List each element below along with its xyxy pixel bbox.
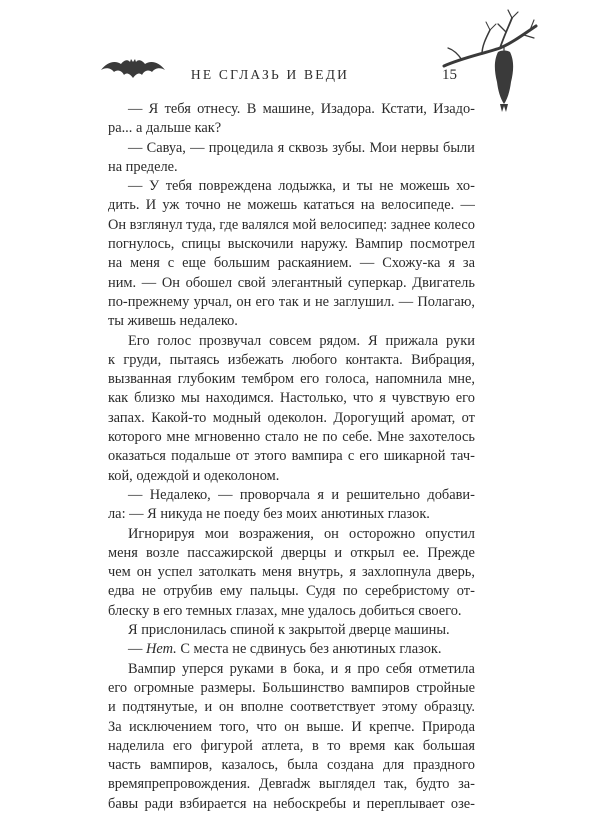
- text-line: на меня с еще большим раскаянием. — Схожу-ка я за: [108, 255, 475, 272]
- text-line: блеску в его темных глазах, мне удалось добиться своего.: [108, 602, 462, 619]
- text-line: За исключением того, что он выше. И крепче. Природа: [108, 718, 475, 735]
- running-title: НЕ СГЛАЗЬ И ВЕДИ: [190, 67, 350, 82]
- text-line: — Я тебя отнесу. В машине, Изадора. Кстати, Изадо-: [128, 101, 475, 117]
- text-line: бавы ради взбирается на небоскребы и переплывает озе-: [108, 795, 475, 812]
- page-number: 15: [442, 67, 457, 83]
- text-line: запах. Какой-то модный одеколон. Дорогущий аромат, от: [108, 409, 475, 426]
- text-line: по-прежнему урчал, он его так и не заглушил. — Полагаю,: [108, 293, 475, 310]
- text-line: чем он успел затолкать меня внутрь, я захлопнула дверь,: [108, 564, 475, 581]
- text-line: Его голос прозвучал совсем рядом. Я прижала руки: [128, 332, 475, 349]
- text-line: Вампир уперся руками в бока, и я про себя отметила: [128, 660, 475, 677]
- text-line: и подтянутые, и он вполне соответствует этому образцу.: [108, 699, 475, 716]
- text-line: часть вампиров, казалось, была создана для праздного: [108, 757, 475, 774]
- text-line: меня возле пассажирской дверцы и открыл ее. Прежде: [108, 544, 475, 561]
- text-line: дить. И уж точно не можешь кататься на велосипеде. —: [108, 197, 475, 214]
- text-line: наделила его фигурой атлета, в то время как большая: [108, 737, 475, 754]
- text-line: Игнорируя мои возражения, он осторожно опустил: [128, 525, 475, 542]
- text-line: — Савуа, — процедила я сквозь зубы. Мои нервы были: [128, 139, 475, 156]
- text-line: кой, одеждой и одеколоном.: [108, 467, 280, 484]
- text-line: на пределе.: [108, 158, 178, 175]
- text-line: ра... а дальше как?: [108, 120, 222, 137]
- text-line: ним. — Он обошел свой элегантный суперкар. Двигатель: [108, 274, 475, 291]
- text-line: вызванная глубоким тембром его голоса, напомнила мне,: [108, 371, 475, 388]
- text-line: его огромные размеры. Большинство вампиров стройные: [108, 679, 475, 696]
- text-line: — Недалеко, — проворчала я и решительно добави-: [128, 486, 475, 503]
- text-line: погнулось, спицы выскочили наружу. Вампир посмотрел: [108, 236, 475, 253]
- text-line: как близко мы находимся. Настолько, что я чувствую его: [108, 390, 475, 407]
- text-line: которого мне мгновенно стало не по себе. Мне захотелось: [108, 429, 475, 446]
- text-line: времяпрепровождения. Девradж выглядел так, будто за-: [108, 776, 475, 793]
- text-line: ла: — Я никуда не поеду без моих анютиных глазок.: [108, 506, 430, 523]
- body-text: [108, 100, 475, 814]
- text-line: Он взглянул туда, где валялся мой велосипед: заднее колесо: [108, 216, 475, 233]
- text-line: Я прислонилась спиной к закрытой дверце машины.: [128, 622, 450, 639]
- text-line: едва не отрубив ему пальцы. Судя по серебристому от-: [108, 583, 475, 600]
- text-line: оказаться подальше от этого вампира с его шикарной тач-: [108, 448, 475, 465]
- text-line: — У тебя повреждена лодыжка, и ты не можешь хо-: [128, 178, 475, 195]
- text-line: к груди, пытаясь избежать любого контакта. Вибрация,: [108, 351, 475, 368]
- text-line: ты живешь недалеко.: [108, 313, 238, 330]
- text-line: — Нет. С места не сдвинусь без анютиных глазок.: [128, 641, 442, 658]
